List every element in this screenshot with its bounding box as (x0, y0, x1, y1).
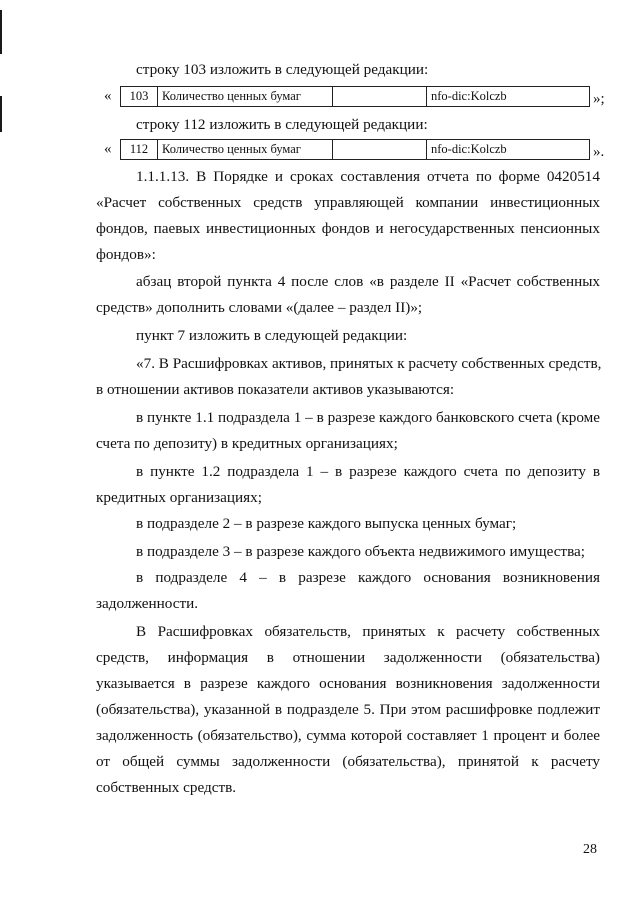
row-blank-cell (332, 86, 427, 107)
table-row-103 (96, 86, 616, 108)
row-code-cell: 103 (120, 86, 158, 107)
text-line: В Расшифровках обязательств, принятых к расчету собственных (136, 623, 600, 640)
text-line: в пункте 1.1 подраздела 1 – в разрезе каждого банковского счета (кроме (136, 409, 600, 426)
text-line: кредитных организациях; (96, 489, 262, 506)
text-line: задолженности. (96, 595, 199, 612)
text-line: в отношении активов показатели активов указываются: (96, 381, 455, 398)
text-line: задолженность (обязательство), сумма которой составляет 1 процент и более (96, 727, 600, 744)
text-line: фондов, паевых инвестиционных фондов и негосударственных пенсионных (96, 220, 600, 237)
text-line: средств, информация в отношении задолженности (обязательства) (96, 649, 600, 666)
text-line: (обязательства), указанной в подразделе 5. При этом расшифровке подлежит (96, 701, 600, 718)
text-line: «Расчет собственных средств управляющей компании инвестиционных (96, 194, 600, 211)
intro-row-103: строку 103 изложить в следующей редакции: (136, 61, 429, 78)
row-blank-cell (332, 139, 427, 160)
row-name-cell: Количество ценных бумаг (157, 86, 333, 107)
table-row-112 (96, 139, 616, 161)
row-tag-cell: nfo-dic:Kolczb (426, 86, 590, 107)
text-line: в подразделе 2 – в разрезе каждого выпуска ценных бумаг; (136, 515, 517, 532)
text-line: «7. В Расшифровках активов, принятых к расчету собственных средств, (136, 355, 602, 372)
row-tag-cell: nfo-dic:Kolczb (426, 139, 590, 160)
text-line: фондов»: (96, 246, 156, 263)
text-line: пункт 7 изложить в следующей редакции: (136, 327, 408, 344)
intro-row-112: строку 112 изложить в следующей редакции: (136, 116, 428, 133)
page-number: 28 (583, 842, 597, 857)
open-quote: « (104, 141, 112, 157)
row-name-cell: Количество ценных бумаг (157, 139, 333, 160)
scan-edge-mark (0, 10, 2, 54)
text-line: собственных средств. (96, 779, 237, 796)
text-line: 1.1.1.13. В Порядке и сроках составления отчета по форме 0420514 (136, 168, 600, 185)
close-quote: ». (593, 144, 605, 160)
text-line: указывается в разрезе каждого основания возникновения задолженности (96, 675, 600, 692)
text-line: счета по депозиту) в кредитных организациях; (96, 435, 398, 452)
text-line: абзац второй пункта 4 после слов «в разделе II «Расчет собственных (136, 273, 600, 290)
text-line: от общей суммы задолженности (обязательства), принятой к расчету (96, 753, 600, 770)
open-quote: « (104, 88, 112, 104)
text-line: в пункте 1.2 подраздела 1 – в разрезе каждого счета по депозиту в (136, 463, 600, 480)
row-code-cell: 112 (120, 139, 158, 160)
close-quote: »; (593, 91, 605, 107)
text-line: в подразделе 4 – в разрезе каждого основания возникновения (136, 569, 600, 586)
scan-edge-mark (0, 96, 2, 132)
text-line: средств» дополнить словами «(далее – раздел II)»; (96, 299, 423, 316)
text-line: в подразделе 3 – в разрезе каждого объекта недвижимого имущества; (136, 543, 586, 560)
